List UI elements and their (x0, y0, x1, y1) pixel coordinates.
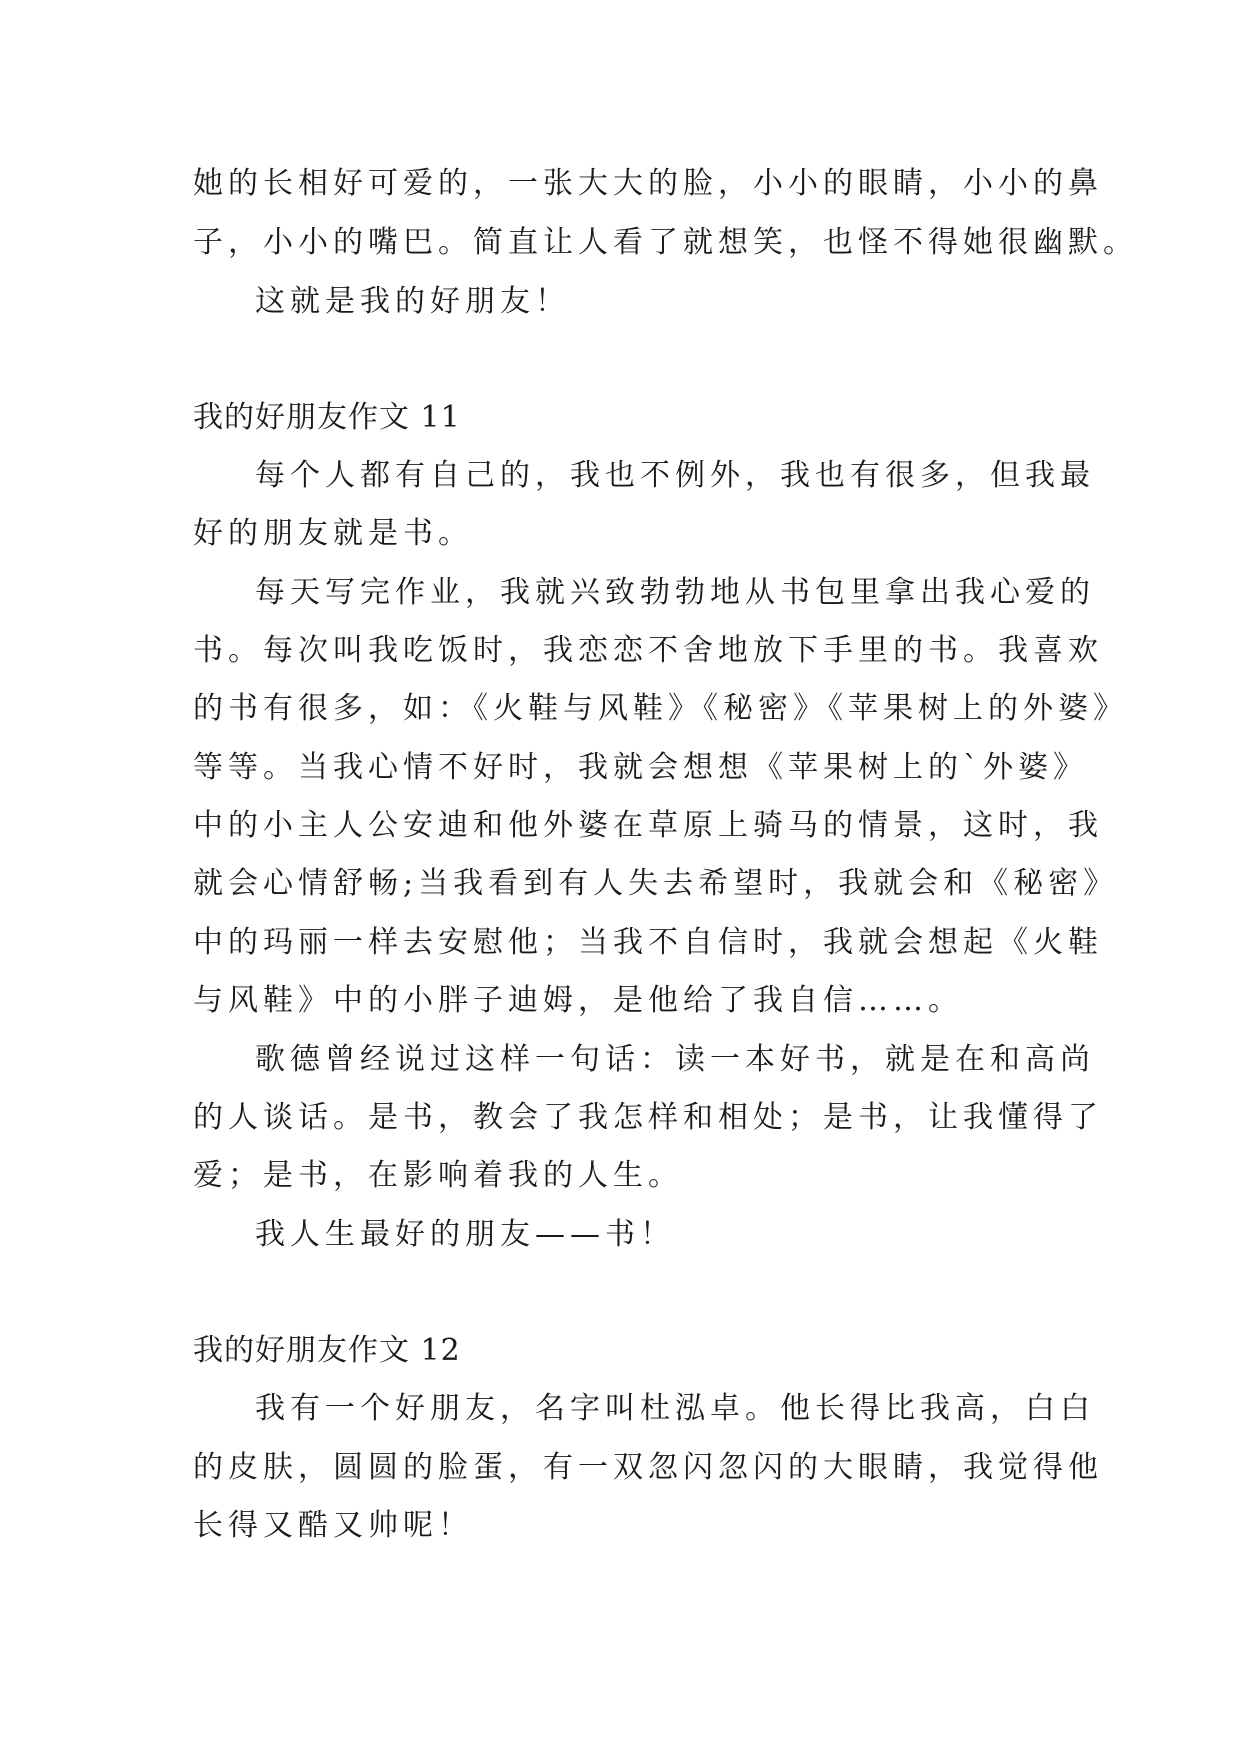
paragraph-line: 的书有很多，如：《火鞋与风鞋》《秘密》《苹果树上的外婆》 (193, 691, 1128, 726)
paragraph-line: 与风鞋》中的小胖子迪姆，是他给了我自信……。 (193, 983, 963, 1018)
section-title: 我的好朋友作文 12 (193, 1333, 461, 1368)
section-title: 我的好朋友作文 11 (193, 400, 461, 435)
paragraph-line: 好的朋友就是书。 (193, 516, 473, 551)
paragraph-line: 子，小小的嘴巴。简直让人看了就想笑，也怪不得她很幽默。 (193, 225, 1138, 260)
paragraph-line: 我有一个好朋友，名字叫杜泓卓。他长得比我高，白白 (255, 1391, 1095, 1426)
paragraph-line: 每个人都有自己的，我也不例外，我也有很多，但我最 (255, 458, 1095, 493)
paragraph-line: 的人谈话。是书，教会了我怎样和相处；是书，让我懂得了 (193, 1100, 1103, 1135)
paragraph-line: 中的玛丽一样去安慰他；当我不自信时，我就会想起《火鞋 (193, 925, 1103, 960)
paragraph-line: 中的小主人公安迪和他外婆在草原上骑马的情景，这时，我 (193, 808, 1103, 843)
paragraph-line: 的皮肤，圆圆的脸蛋，有一双忽闪忽闪的大眼睛，我觉得他 (193, 1450, 1103, 1485)
paragraph-line: 我人生最好的朋友——书！ (255, 1217, 675, 1252)
paragraph-line: 长得又酷又帅呢！ (193, 1508, 473, 1543)
paragraph-line: 歌德曾经说过这样一句话：读一本好书，就是在和高尚 (255, 1042, 1095, 1077)
paragraph-line: 她的长相好可爱的，一张大大的脸，小小的眼睛，小小的鼻 (193, 166, 1103, 201)
paragraph-line: 爱；是书，在影响着我的人生。 (193, 1158, 683, 1193)
paragraph-line: 就会心情舒畅;当我看到有人失去希望时，我就会和《秘密》 (193, 866, 1119, 901)
paragraph-line: 等等。当我心情不好时，我就会想想《苹果树上的`外婆》 (193, 750, 1088, 785)
paragraph-line: 书。每次叫我吃饭时，我恋恋不舍地放下手里的书。我喜欢 (193, 633, 1103, 668)
paragraph-line: 这就是我的好朋友！ (255, 284, 570, 319)
paragraph-line: 每天写完作业，我就兴致勃勃地从书包里拿出我心爱的 (255, 575, 1095, 610)
